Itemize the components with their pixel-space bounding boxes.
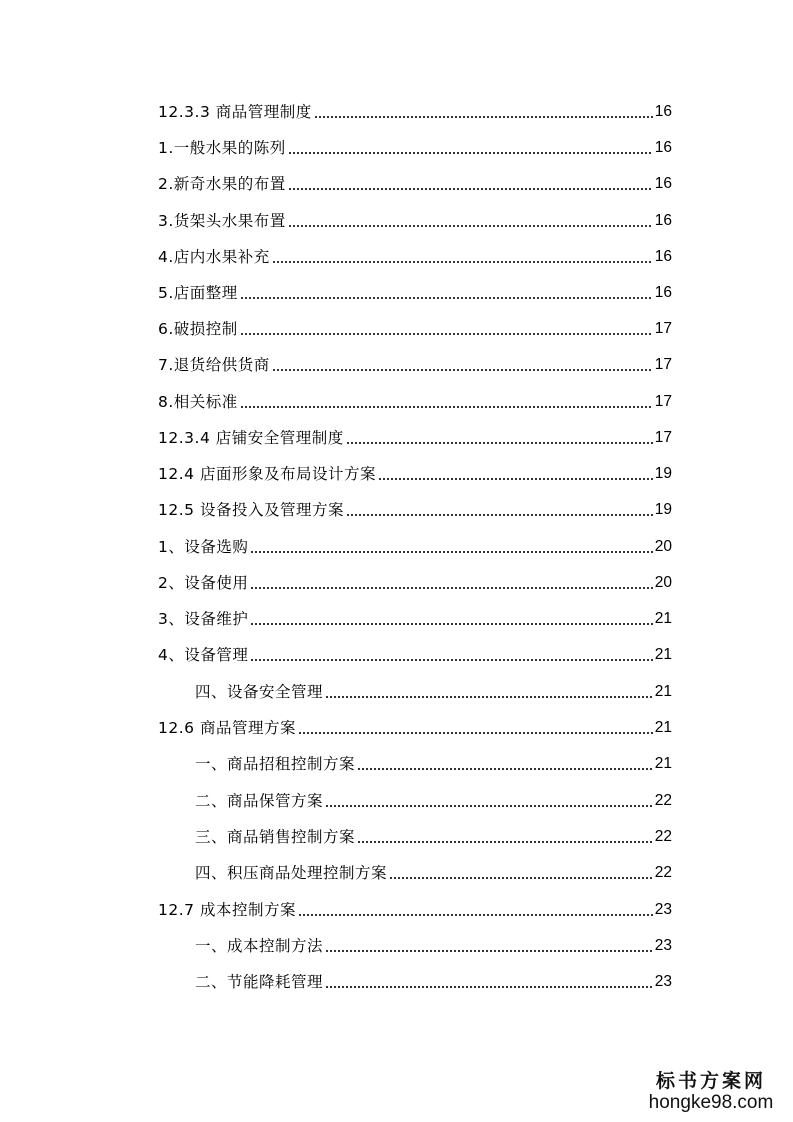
toc-entry[interactable] [158,170,672,194]
toc-entry-title: 8.相关标准 [158,393,238,411]
toc-entry[interactable] [158,243,672,267]
toc-leader-dots [346,514,653,516]
toc-entry-title: 1、设备选购 [158,538,249,556]
toc-leader-dots [389,877,653,879]
toc-entry-page: 23 [654,901,672,918]
toc-entry[interactable] [158,896,672,920]
toc-entry-page: 16 [654,103,672,120]
toc-entry-page: 17 [654,356,672,373]
toc-entry-page: 20 [654,538,672,555]
toc-entry-title: 4.店内水果补充 [158,248,270,266]
toc-entry[interactable] [158,496,672,520]
toc-entry-title: 3.货架头水果布置 [158,212,286,230]
toc-entry[interactable] [158,351,672,375]
toc-leader-dots [325,986,653,988]
toc-entry-title: 四、设备安全管理 [195,683,324,701]
toc-entry[interactable] [158,98,672,122]
toc-entry-title: 三、商品销售控制方案 [195,828,356,846]
toc-leader-dots [250,551,652,553]
toc-entry[interactable] [158,605,672,629]
toc-leader-dots [357,768,653,770]
toc-entry-page: 19 [654,465,672,482]
toc-entry-title: 12.3.4 店铺安全管理制度 [158,429,344,447]
toc-entry[interactable] [158,714,672,738]
watermark-chinese-text: 标书方案网 [655,1070,766,1092]
toc-entry[interactable] [158,279,672,303]
toc-entry-title: 2.新奇水果的布置 [158,175,286,193]
toc-entry-page: 22 [654,792,672,809]
toc-leader-dots [250,587,652,589]
toc-leader-dots [357,841,653,843]
toc-leader-dots [250,659,652,661]
toc-entry-title: 7.退货给供货商 [158,356,270,374]
toc-entry-page: 17 [654,429,672,446]
toc-entry-title: 二、节能降耗管理 [195,973,324,991]
toc-entry[interactable] [158,315,672,339]
toc-entry-title: 2、设备使用 [158,574,249,592]
toc-entry[interactable] [158,460,672,484]
watermark-url-text: hongke98.com [648,1092,774,1113]
toc-entry-title: 12.3.3 商品管理制度 [158,103,312,121]
toc-entry[interactable] [195,787,672,811]
toc-entry-page: 17 [654,320,672,337]
toc-entry-title: 3、设备维护 [158,610,249,628]
toc-leader-dots [325,696,653,698]
toc-entry-page: 16 [654,248,672,265]
toc-entry-page: 21 [654,610,672,627]
toc-entry-title: 一、商品招租控制方案 [195,755,356,773]
toc-entry[interactable] [158,641,672,665]
toc-entry-page: 19 [654,501,672,518]
toc-entry-page: 16 [654,284,672,301]
toc-entry-page: 20 [654,574,672,591]
toc-entry[interactable] [158,533,672,557]
toc-entry-page: 21 [654,646,672,663]
toc-entry[interactable] [195,750,672,774]
toc-entry-title: 12.4 店面形象及布局设计方案 [158,465,376,483]
toc-entry-page: 21 [654,683,672,700]
toc-entry-page: 21 [654,755,672,772]
toc-leader-dots [240,406,653,408]
toc-entry[interactable] [195,678,672,702]
toc-leader-dots [298,732,653,734]
site-watermark [641,1070,781,1114]
toc-leader-dots [378,478,653,480]
toc-entry-title: 四、积压商品处理控制方案 [195,864,388,882]
toc-leader-dots [240,297,653,299]
toc-leader-dots [250,623,652,625]
toc-leader-dots [240,333,653,335]
toc-entry-title: 1.一般水果的陈列 [158,139,286,157]
toc-entry[interactable] [158,388,672,412]
toc-leader-dots [314,116,653,118]
toc-entry-page: 17 [654,393,672,410]
toc-entry-title: 12.7 成本控制方案 [158,901,296,919]
toc-entry-page: 16 [654,175,672,192]
toc-entry-page: 16 [654,212,672,229]
toc-entry-title: 一、成本控制方法 [195,937,324,955]
toc-entry[interactable] [158,207,672,231]
toc-entry[interactable] [195,968,672,992]
toc-entry[interactable] [195,823,672,847]
toc-leader-dots [346,442,653,444]
toc-entry[interactable] [158,569,672,593]
toc-entry-page: 22 [654,828,672,845]
toc-leader-dots [288,152,653,154]
toc-leader-dots [298,914,653,916]
toc-leader-dots [325,805,653,807]
toc-entry-title: 6.破损控制 [158,320,238,338]
toc-entry-page: 21 [654,719,672,736]
toc-entry-title: 二、商品保管方案 [195,792,324,810]
toc-leader-dots [272,261,653,263]
toc-leader-dots [272,369,653,371]
toc-entry[interactable] [158,424,672,448]
toc-entry[interactable] [158,134,672,158]
toc-entry-title: 5.店面整理 [158,284,238,302]
toc-leader-dots [325,950,653,952]
toc-entry-page: 16 [654,139,672,156]
toc-entry-page: 23 [654,937,672,954]
toc-entry[interactable] [195,859,672,883]
toc-leader-dots [288,225,653,227]
toc-entry-title: 12.6 商品管理方案 [158,719,296,737]
toc-entry-page: 22 [654,864,672,881]
toc-entry[interactable] [195,932,672,956]
toc-entry-title: 12.5 设备投入及管理方案 [158,501,344,519]
toc-entry-page: 23 [654,973,672,990]
toc-leader-dots [288,188,653,190]
toc-entry-title: 4、设备管理 [158,646,249,664]
